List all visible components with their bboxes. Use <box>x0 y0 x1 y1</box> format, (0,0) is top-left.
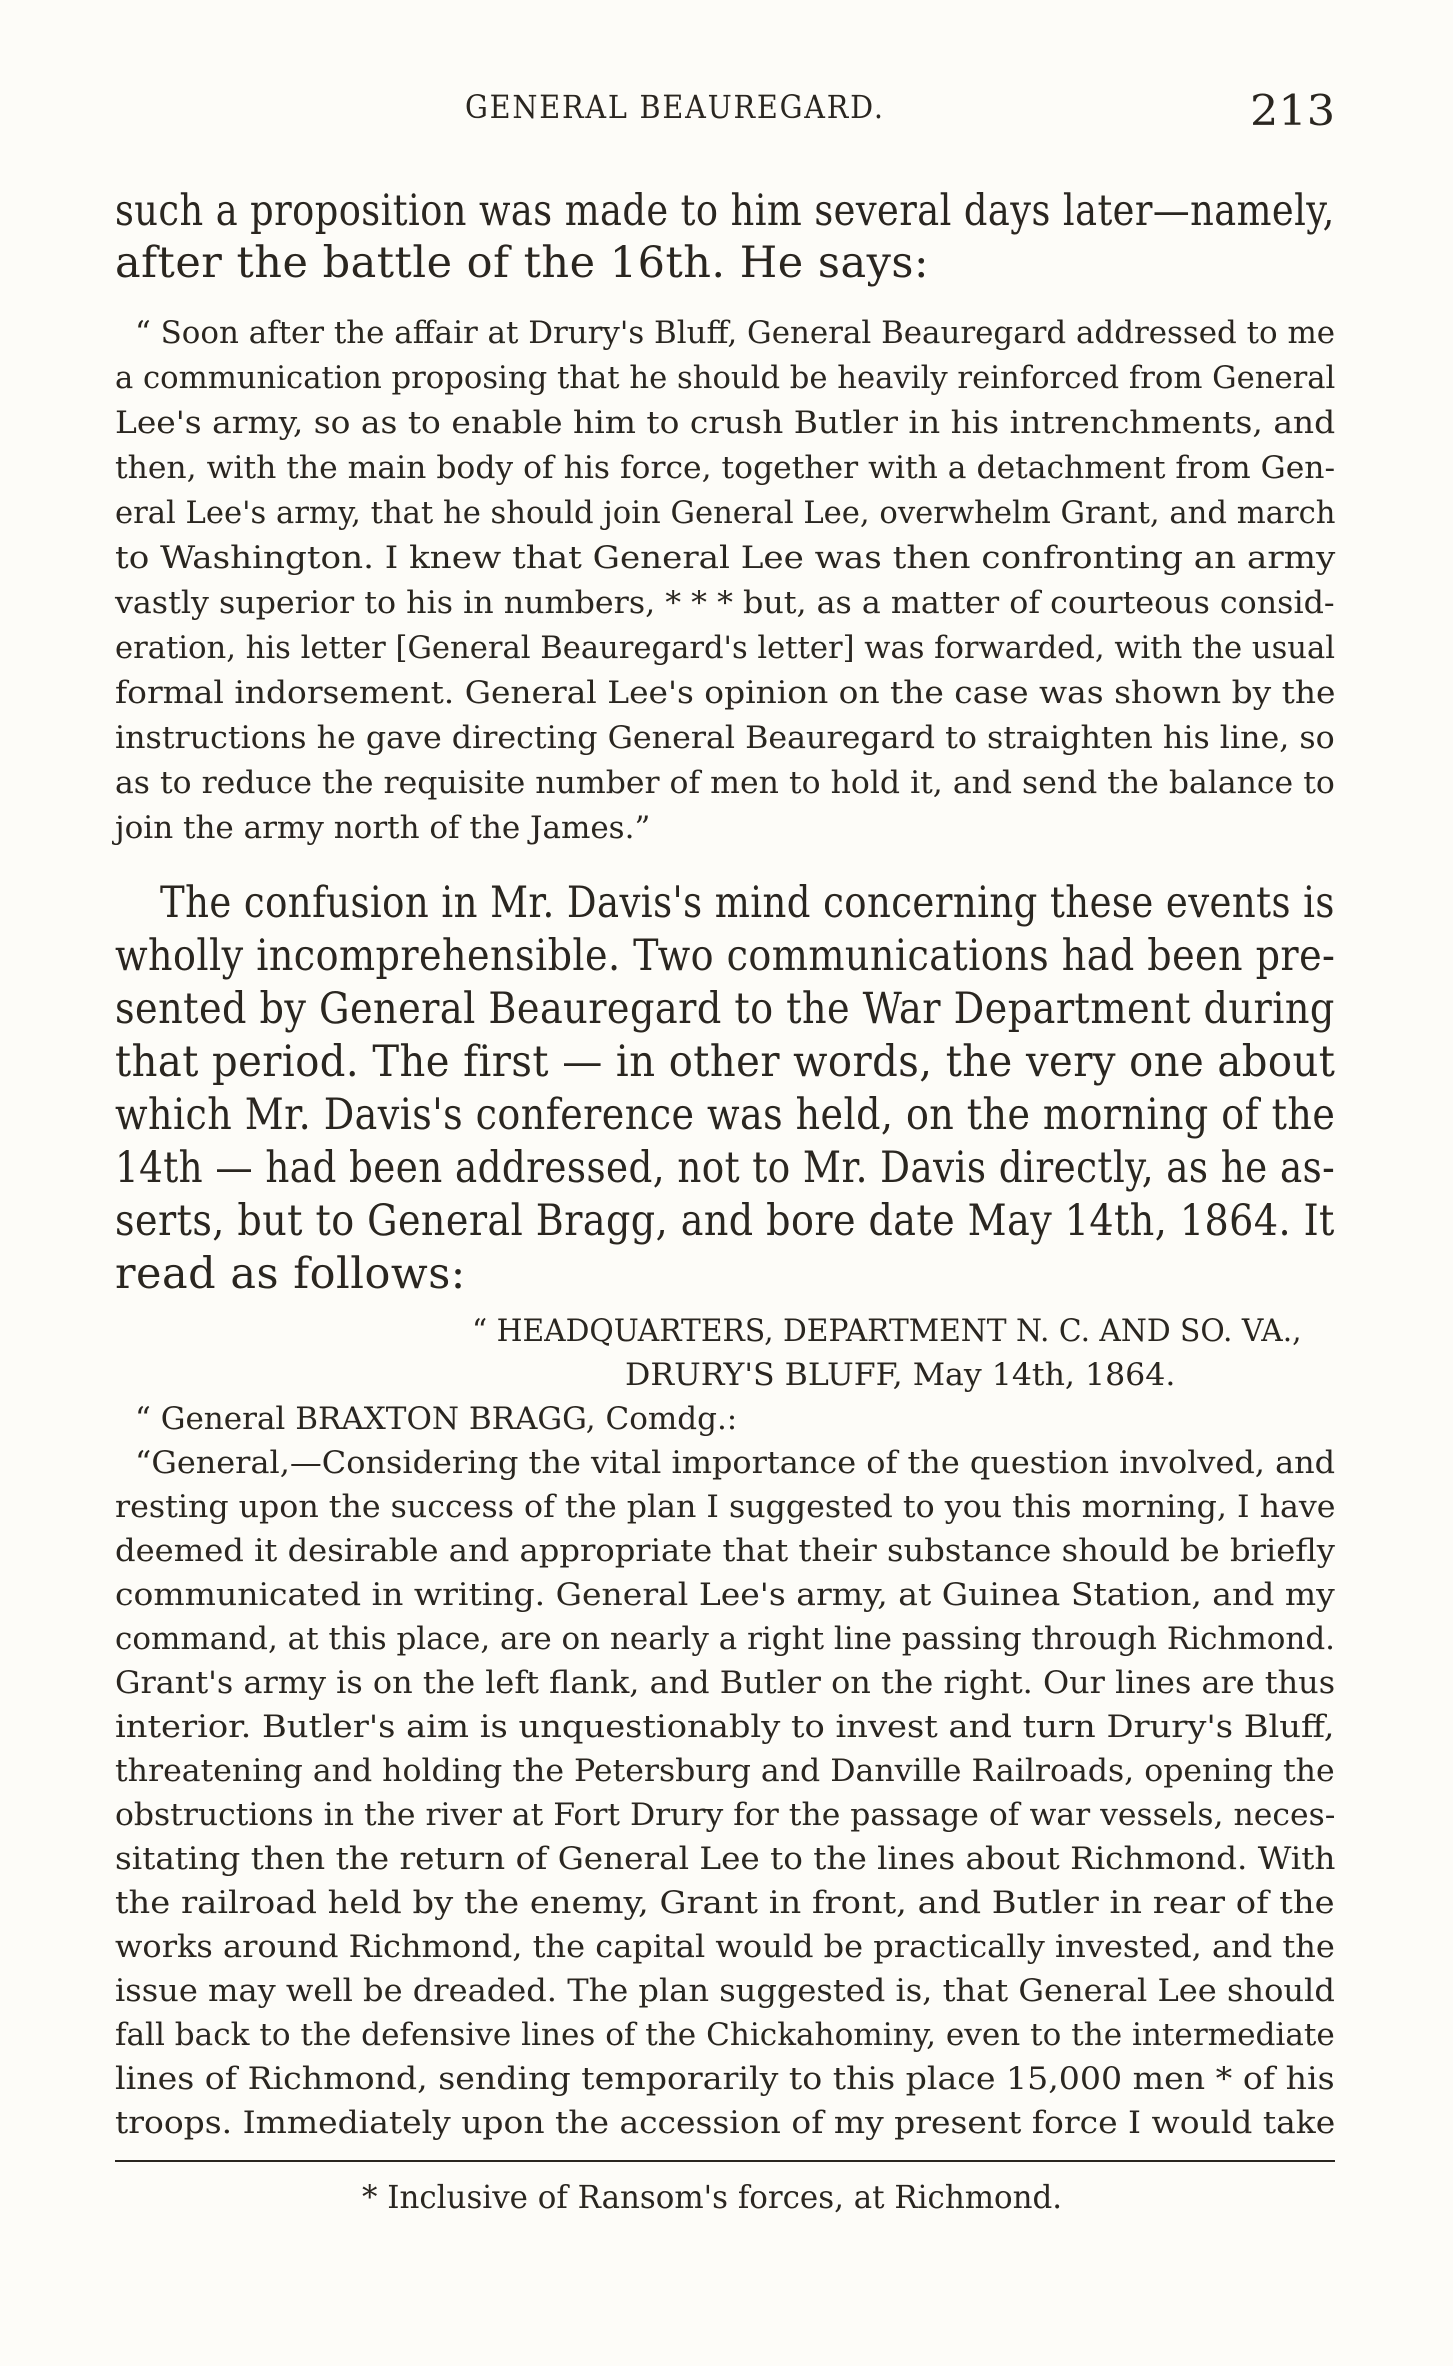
quote-line: instructions he gave directing General Beauregard to straighten his line, so <box>115 720 1335 756</box>
text-line: wholly incomprehensible. Two communications had been pre- <box>115 931 1336 981</box>
letter-salutation: “ General BRAXTON BRAGG, Comdg.: <box>135 1401 738 1437</box>
footnote: * Inclusive of Ransom's forces, at Richmond. <box>362 2178 1063 2216</box>
text-line: serts, but to General Bragg, and bore date May 14th, 1864. It <box>115 1196 1335 1246</box>
quote-line: join the army north of the James.” <box>115 810 651 846</box>
quote-line: vastly superior to his in numbers, * * * but, as a matter of courteous consid- <box>115 585 1335 621</box>
quote-line: a communication proposing that he should be heavily reinforced from General <box>115 360 1336 396</box>
footnote-divider <box>115 2160 1335 2162</box>
letter-line: sitating then the return of General Lee to the lines about Richmond. With <box>115 1841 1336 1877</box>
letter-line: resting upon the success of the plan I suggested to you this morning, I have <box>115 1489 1336 1525</box>
quote-line: Lee's army, so as to enable him to crush Butler in his intrenchments, and <box>115 405 1336 441</box>
text-line: that period. The first — in other words, the very one about <box>115 1037 1336 1087</box>
letter-line: obstructions in the river at Fort Drury for the passage of war vessels, neces- <box>115 1797 1336 1833</box>
quote-line: as to reduce the requisite number of men to hold it, and send the balance to <box>115 765 1335 801</box>
letter-line: “General,—Considering the vital importance of the question involved, and <box>135 1445 1336 1481</box>
text-line: sented by General Beauregard to the War Department during <box>115 984 1335 1034</box>
text-line: such a proposition was made to him several days later—namely, <box>115 186 1335 236</box>
letter-heading-line: DRURY'S BLUFF, May 14th, 1864. <box>625 1357 1176 1393</box>
letter-line: communicated in writing. General Lee's army, at Guinea Station, and my <box>115 1577 1335 1613</box>
text-line: read as follows: <box>115 1249 466 1299</box>
quote-line: formal indorsement. General Lee's opinion on the case was shown by the <box>115 675 1336 711</box>
letter-line: issue may well be dreaded. The plan suggested is, that General Lee should <box>115 1973 1335 2009</box>
text-line: The confusion in Mr. Davis's mind concerning these events is <box>160 878 1335 928</box>
text-line: which Mr. Davis's conference was held, on the morning of the <box>115 1090 1336 1140</box>
quote-line: eration, his letter [General Beauregard's letter] was forwarded, with the usual <box>115 630 1336 666</box>
running-head: GENERAL BEAUREGARD. <box>465 88 885 126</box>
letter-line: troops. Immediately upon the accession of my present force I would take <box>115 2105 1336 2141</box>
page-number: 213 <box>1250 86 1336 135</box>
letter-line: lines of Richmond, sending temporarily to this place 15,000 men * of his <box>115 2061 1335 2097</box>
quote-line: eral Lee's army, that he should join General Lee, overwhelm Grant, and march <box>115 495 1336 531</box>
quote-line: to Washington. I knew that General Lee was then confronting an army <box>115 540 1336 576</box>
letter-line: command, at this place, are on nearly a right line passing through Richmond. <box>115 1621 1336 1657</box>
letter-line: interior. Butler's aim is unquestionably to invest and turn Drury's Bluff, <box>115 1709 1335 1745</box>
letter-heading-line: “ HEADQUARTERS, DEPARTMENT N. C. AND SO. VA., <box>472 1313 1302 1349</box>
letter-line: Grant's army is on the left flank, and Butler on the right. Our lines are thus <box>115 1665 1336 1701</box>
quote-line: then, with the main body of his force, together with a detachment from Gen- <box>115 450 1336 486</box>
text-line: 14th — had been addressed, not to Mr. Davis directly, as he as- <box>115 1143 1336 1193</box>
letter-line: threatening and holding the Petersburg and Danville Railroads, opening the <box>115 1753 1335 1789</box>
letter-line: the railroad held by the enemy, Grant in front, and Butler in rear of the <box>115 1885 1335 1921</box>
letter-line: works around Richmond, the capital would be practically invested, and the <box>115 1929 1335 1965</box>
quote-line: “ Soon after the affair at Drury's Bluff, General Beauregard addressed to me <box>135 315 1336 351</box>
text-line: after the battle of the 16th. He says: <box>115 238 929 288</box>
letter-line: deemed it desirable and appropriate that their substance should be briefly <box>115 1533 1335 1569</box>
letter-line: fall back to the defensive lines of the Chickahominy, even to the intermediate <box>115 2017 1335 2053</box>
